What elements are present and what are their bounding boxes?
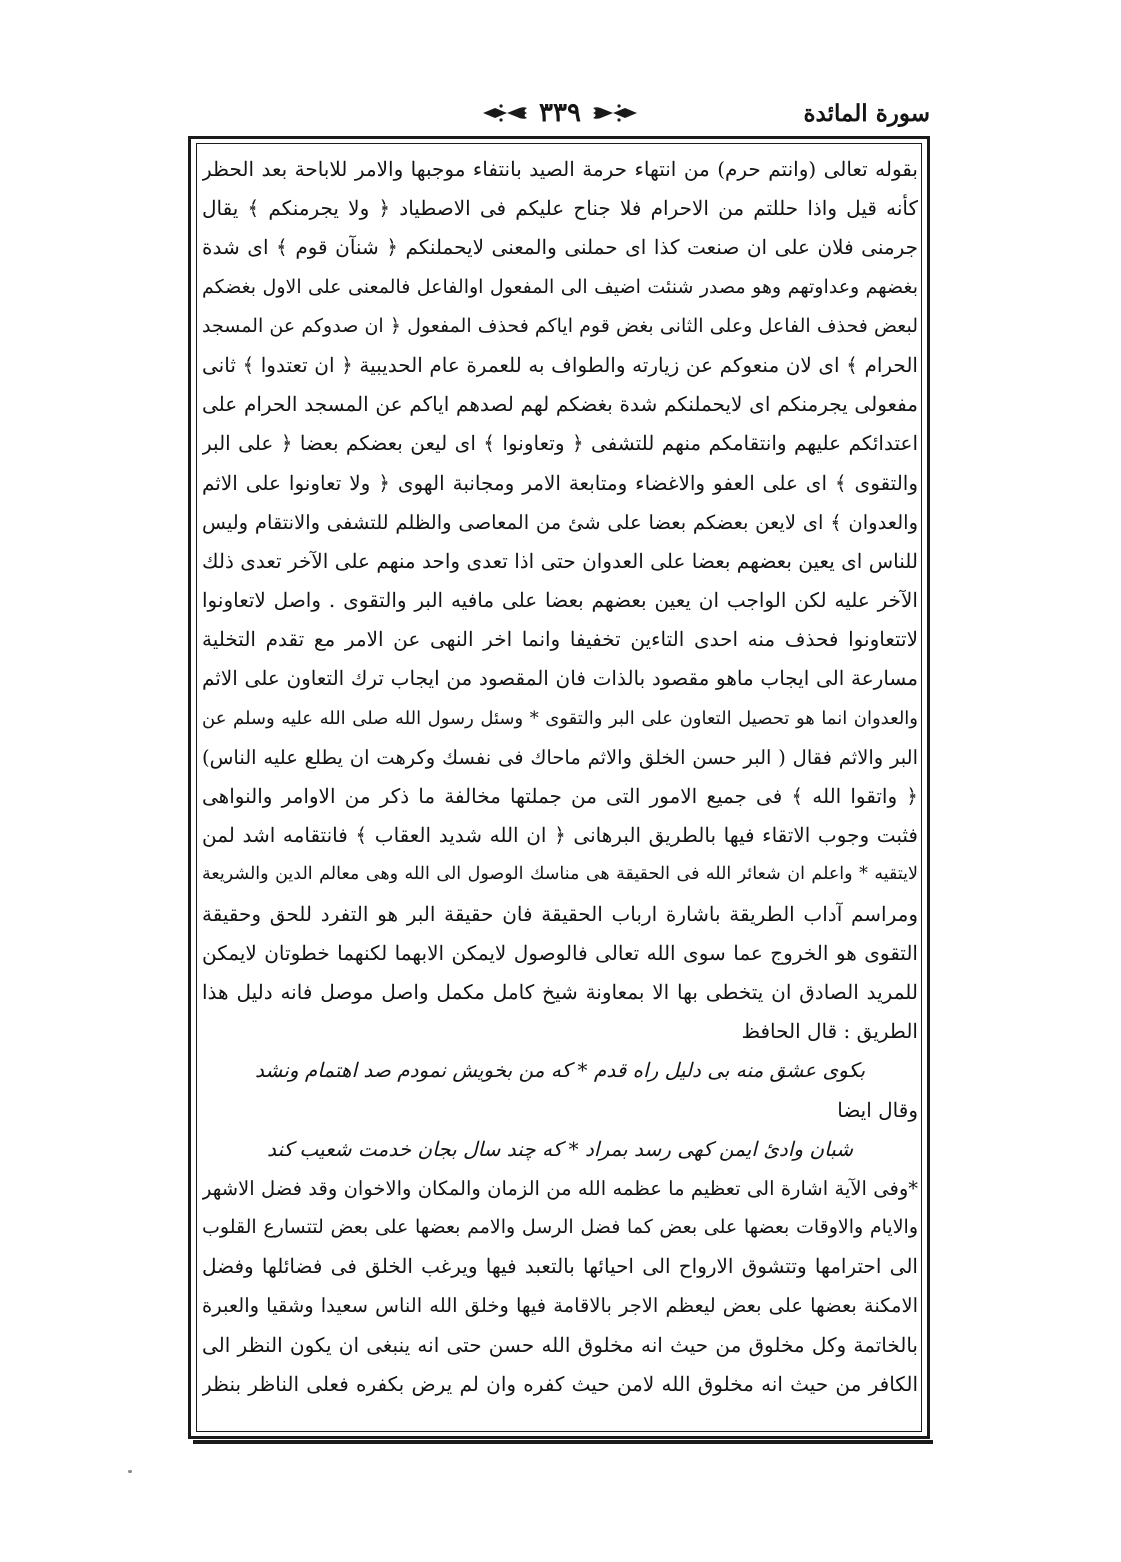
text-line: ومراسم آداب الطريقة باشارة ارباب الحقيقة فان حقيقة البر هو التفرد للحق وحقيقة [202, 901, 918, 926]
text-line: والايام والاوقات بعضها على بعض كما فضل الرسل والامم بعضها على بعض لتتسارع القلوب [202, 1216, 918, 1239]
text-line: لبعض فحذف الفاعل وعلى الثانى بغض قوم اياكم فحذف المفعول ﴿ ان صدوكم عن المسجد [202, 314, 918, 337]
text-line: الى احترامها وتتشوق الارواح الى احيائها بالتعبد فيها ويرغب الخلق فى فضائلها وفضل [202, 1254, 918, 1279]
text-line: الكافر من حيث انه مخلوق الله لامن حيث كفره وان لم يرض بكفره فعلى الناظر بنظر [202, 1371, 918, 1396]
text-line: فثبت وجوب الاتقاء فيها بالطريق البرهانى ﴿ ان الله شديد العقاب ﴾ فانتقامه اشد لمن [202, 823, 918, 848]
page-body [202, 150, 918, 1428]
verse-line: بكوى عشق منه بى دليل راه قدم * كه من بخويش نمودم صد اهتمام ونشد [254, 1058, 866, 1083]
text-line: والعدوان ﴾ اى لايعن بعضكم بعضا على شئ من المعاصى والظلم للتشفى والانتقام وليس [202, 510, 918, 534]
text-line: مسارعة الى ايجاب ماهو مقصود بالذات فان المقصود من ايجاب ترك التعاون على الاثم [202, 666, 918, 691]
text-line: بالخاتمة وكل مخلوق من حيث انه مخلوق الله حسن حتى انه ينبغى ان يكون النظر الى [202, 1332, 918, 1357]
page-header [190, 96, 930, 136]
verse-line: شبان وادئ ايمن كهى رسد بمراد * كه چند سال بجان خدمت شعيب كند [267, 1136, 853, 1161]
text-line: والتقوى ﴾ اى على العفو والاغضاء ومتابعة الامر ومجانبة الهوى ﴿ ولا تعاونوا على الاثم [202, 470, 918, 495]
text-line: والعدوان انما هو تحصيل التعاون على البر والتقوى * وسئل رسول الله صلى الله عليه وسلم عن [202, 707, 918, 729]
text-line: الحرام ﴾ اى لان منعوكم عن زيارته والطواف به للعمرة عام الحديبية ﴿ ان تعتدوا ﴾ ثانى [202, 352, 918, 377]
text-line: الآخر عليه لكن الواجب ان يعين بعضهم بعضا على مافيه البر والتقوى . واصل لاتعاونوا [202, 588, 918, 613]
text-line: لايتقيه * واعلم ان شعائر الله فى الحقيقة هى مناسك الوصول الى الله وهى معالم الدين والشريعة [202, 864, 918, 885]
text-line: البر والاثم فقال ( البر حسن الخلق والاثم ماحاك فى نفسك وكرهت ان يطلع عليه الناس) [202, 745, 918, 769]
text-line: كأنه قيل واذا حللتم من الاحرام فلا جناح عليكم فى الاصطياد ﴿ ولا يجرمنكم ﴾ يقال [202, 196, 918, 221]
text-line: بقوله تعالى (وانتم حرم) من انتهاء حرمة الصيد بانتفاء موجبها والامر للاباحة بعد الحظر [202, 157, 918, 181]
text-line: لاتتعاونوا فحذف منه احدى التاءين تخفيفا وانما اخر النهى عن الامر مع تقدم التخلية [202, 627, 918, 652]
text-line: وقال ايضا [837, 1097, 918, 1122]
stray-ink-mark [128, 1470, 132, 1473]
text-line: الطريق : قال الحافظ [741, 1019, 918, 1044]
right-ornament-icon [591, 102, 639, 124]
text-line: اعتدائكم عليهم وانتقامكم منهم للتشفى ﴿ وتعاونوا ﴾ اى ليعن بعضكم بعضا ﴿ على البر [202, 431, 918, 456]
surah-title: سورة المائدة [803, 100, 930, 127]
text-line: التقوى هو الخروج عما سوى الله تعالى فالوصول لايمكن الابهما لكنهما خطوتان لايمكن [202, 940, 918, 965]
page-number-group [481, 98, 639, 128]
text-line: الامكنة بعضها على بعض ليعظم الاجر بالاقامة فيها وخلق الله الناس سعيدا وشقيا والعبرة [202, 1294, 918, 1318]
page-number: ٣٣٩ [539, 98, 581, 128]
text-line: *وفى الآية اشارة الى تعظيم ما عظمه الله من الزمان والمكان والاخوان وقد فضل الاشهر [202, 1176, 918, 1200]
text-line: مفعولى يجرمنكم اى لايحملنكم شدة بغضكم لهم لصدهم اياكم عن المسجد الحرام على [202, 392, 918, 417]
text-line: بغضهم وعداوتهم وهو مصدر شنئت اضيف الى المفعول اوالفاعل فالمعنى على الاول بغضكم [202, 275, 918, 298]
text-line: ﴿ واتقوا الله ﴾ فى جميع الامور التى من جملتها مخالفة ما ذكر من الاوامر والنواهى [202, 784, 918, 808]
text-line: للمريد الصادق ان يتخطى بها الا بمعاونة شيخ كامل مكمل واصل موصل فانه دليل هذا [202, 979, 918, 1004]
frame-bottom-rule [193, 1440, 933, 1444]
left-ornament-icon [481, 102, 529, 124]
text-line: جرمنى فلان على ان صنعت كذا اى حملنى والمعنى لايحملنكم ﴿ شنآن قوم ﴾ اى شدة [202, 235, 918, 260]
text-line: للناس اى يعين بعضهم بعضا على العدوان حتى اذا تعدى واحد منهم على الآخر تعدى ذلك [202, 548, 918, 573]
